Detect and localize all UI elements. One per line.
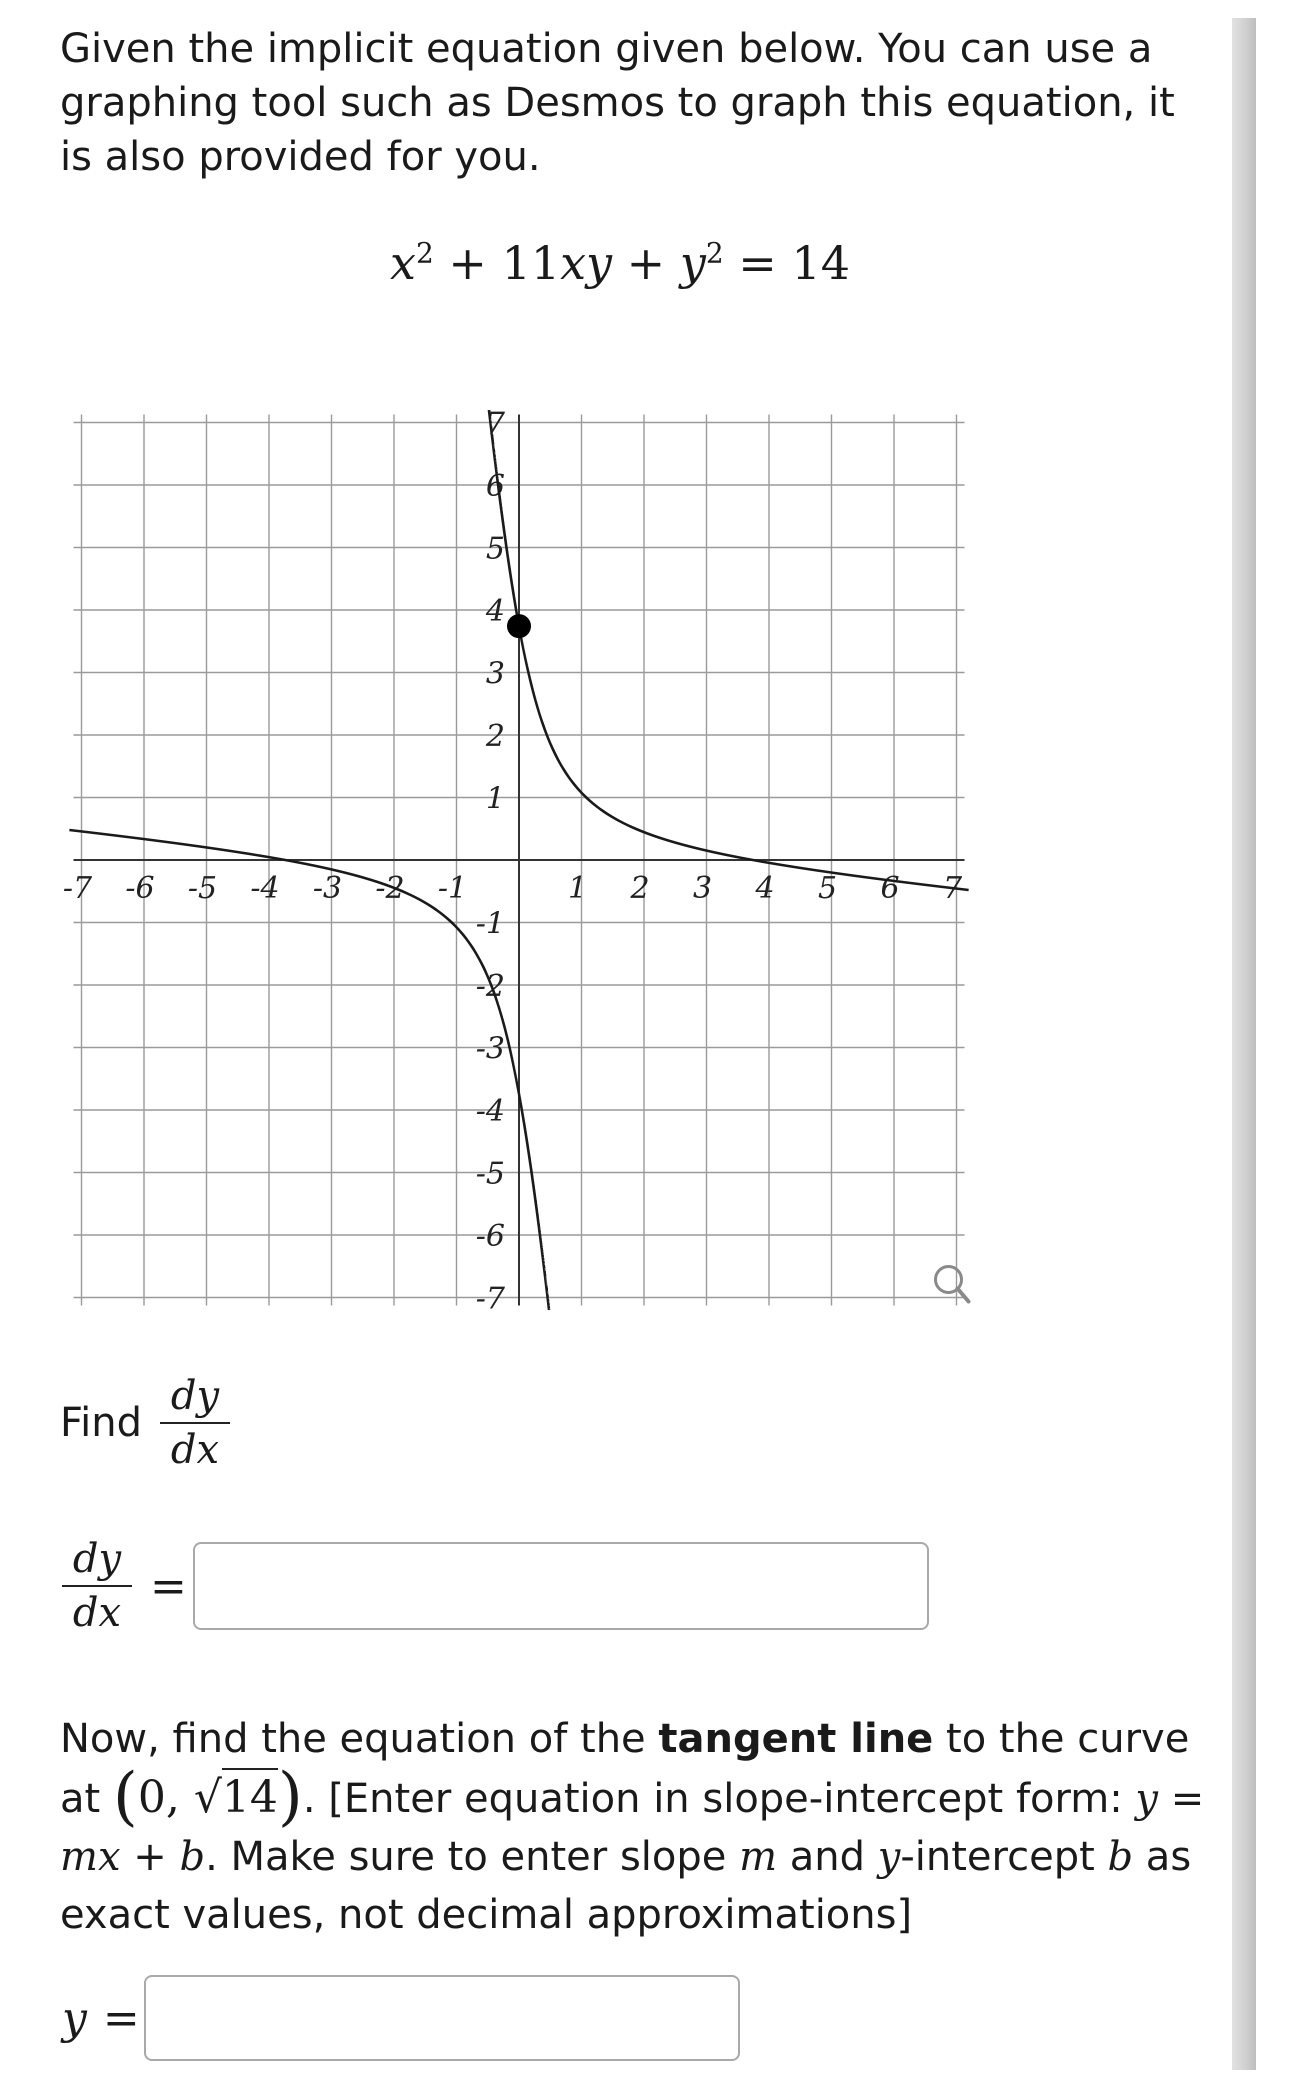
form-y: y bbox=[1135, 1776, 1159, 1822]
y-tick-label: 5 bbox=[485, 531, 505, 567]
curve-branch-upper bbox=[489, 410, 969, 890]
tangent-bold: tangent line bbox=[658, 1716, 934, 1762]
implicit-curve-graph[interactable] bbox=[52, 395, 992, 1350]
equals-sign: = bbox=[150, 1560, 187, 1612]
y-tick-label: -3 bbox=[475, 1031, 505, 1067]
find-prompt bbox=[60, 1370, 230, 1476]
form-eq: = bbox=[1158, 1776, 1205, 1822]
intercept-b: b bbox=[1107, 1834, 1134, 1880]
tangent-line-input[interactable] bbox=[144, 1975, 740, 2061]
tangent-text-7: as exact values, not decimal approximations] bbox=[60, 1834, 1192, 1938]
x-tick-label: 6 bbox=[880, 871, 900, 906]
form-plus: + bbox=[120, 1834, 180, 1880]
x-tick-label: -7 bbox=[62, 871, 93, 906]
eq-rhs: = 14 bbox=[738, 236, 850, 290]
sqrt-symbol: √ bbox=[193, 1772, 222, 1823]
y-tick-label: 1 bbox=[485, 781, 505, 817]
x-tick-label: -6 bbox=[125, 871, 155, 906]
find-label: Find bbox=[60, 1400, 142, 1446]
y-tick-label: 3 bbox=[485, 656, 505, 692]
form-m: m bbox=[60, 1834, 98, 1880]
x-tick-label: 5 bbox=[817, 871, 838, 906]
x-tick-label: -1 bbox=[437, 871, 468, 906]
magnifier-icon bbox=[958, 1289, 969, 1302]
x-tick-label: -4 bbox=[250, 871, 280, 906]
x-tick-label: 4 bbox=[755, 871, 775, 906]
y-tick-label: -2 bbox=[475, 969, 505, 1004]
tangent-text-3: . [Enter equation in slope-intercept form: bbox=[302, 1776, 1136, 1822]
y-tick-label: -1 bbox=[475, 906, 505, 942]
eq-y: y bbox=[679, 236, 706, 290]
find-derivative-fraction bbox=[160, 1370, 230, 1476]
eq-x: x bbox=[390, 236, 416, 290]
x-tick-label: 3 bbox=[692, 871, 713, 906]
highlighted-point bbox=[507, 614, 531, 638]
y-tick-label: -7 bbox=[475, 1281, 505, 1317]
y-tick-label: 6 bbox=[485, 469, 505, 504]
frac-denominator: dx bbox=[170, 1427, 220, 1473]
tangent-text-1: Now, find the equation of the bbox=[60, 1716, 659, 1762]
paren-open: ( bbox=[112, 1760, 138, 1834]
scrollbar[interactable] bbox=[1232, 18, 1256, 2070]
eq-x-exp: 2 bbox=[415, 236, 434, 270]
y-tick-label: -6 bbox=[475, 1219, 505, 1254]
tangent-text-4: . Make sure to enter slope bbox=[205, 1834, 740, 1880]
point-x: 0, bbox=[137, 1772, 194, 1823]
frac-numerator: dy bbox=[170, 1373, 220, 1419]
form-b: b bbox=[179, 1834, 206, 1880]
x-tick-label: -2 bbox=[375, 871, 405, 906]
slope-m: m bbox=[739, 1834, 778, 1880]
eq-y-exp: 2 bbox=[705, 236, 724, 270]
x-tick-label: 2 bbox=[630, 871, 650, 906]
equals-sign: = bbox=[102, 1992, 140, 2044]
sqrt-argument: 14 bbox=[222, 1768, 278, 1823]
y-tick-label: -4 bbox=[475, 1094, 505, 1129]
tangent-text-6: -intercept bbox=[900, 1834, 1108, 1880]
derivative-answer-input[interactable] bbox=[193, 1542, 929, 1630]
x-tick-label: -5 bbox=[187, 871, 218, 906]
y-letter: y bbox=[877, 1834, 901, 1880]
y-tick-label: -5 bbox=[475, 1156, 505, 1192]
implicit-equation bbox=[0, 236, 1240, 290]
tangent-text-2: to the curve at bbox=[60, 1716, 1190, 1822]
paren-close: ) bbox=[277, 1760, 303, 1834]
intro-text: Given the implicit equation given below. You can use a graphing tool such as Desmos to graph this equation, it is also provided for you. bbox=[60, 26, 1175, 180]
y-tick-label: 7 bbox=[485, 406, 505, 442]
tangent-instructions bbox=[60, 1710, 1230, 1944]
y-tick-label: 4 bbox=[485, 594, 505, 629]
frac-denominator: dx bbox=[72, 1590, 122, 1636]
x-tick-label: -3 bbox=[312, 871, 343, 906]
tangent-text-5: and bbox=[777, 1834, 878, 1880]
answer-derivative-fraction bbox=[62, 1533, 132, 1639]
y-label: y bbox=[62, 1992, 87, 2044]
eq-xy: xy bbox=[560, 236, 613, 290]
y-tick-label: 2 bbox=[485, 719, 505, 754]
frac-numerator: dy bbox=[72, 1536, 122, 1582]
eq-plus: + bbox=[626, 236, 666, 290]
x-tick-label: 7 bbox=[942, 871, 963, 906]
form-x: x bbox=[97, 1834, 121, 1880]
tangent-answer-row bbox=[62, 1975, 740, 2061]
eq-plus-11: + 11 bbox=[448, 236, 561, 290]
derivative-answer-row bbox=[62, 1533, 929, 1639]
x-tick-label: 1 bbox=[567, 871, 588, 906]
